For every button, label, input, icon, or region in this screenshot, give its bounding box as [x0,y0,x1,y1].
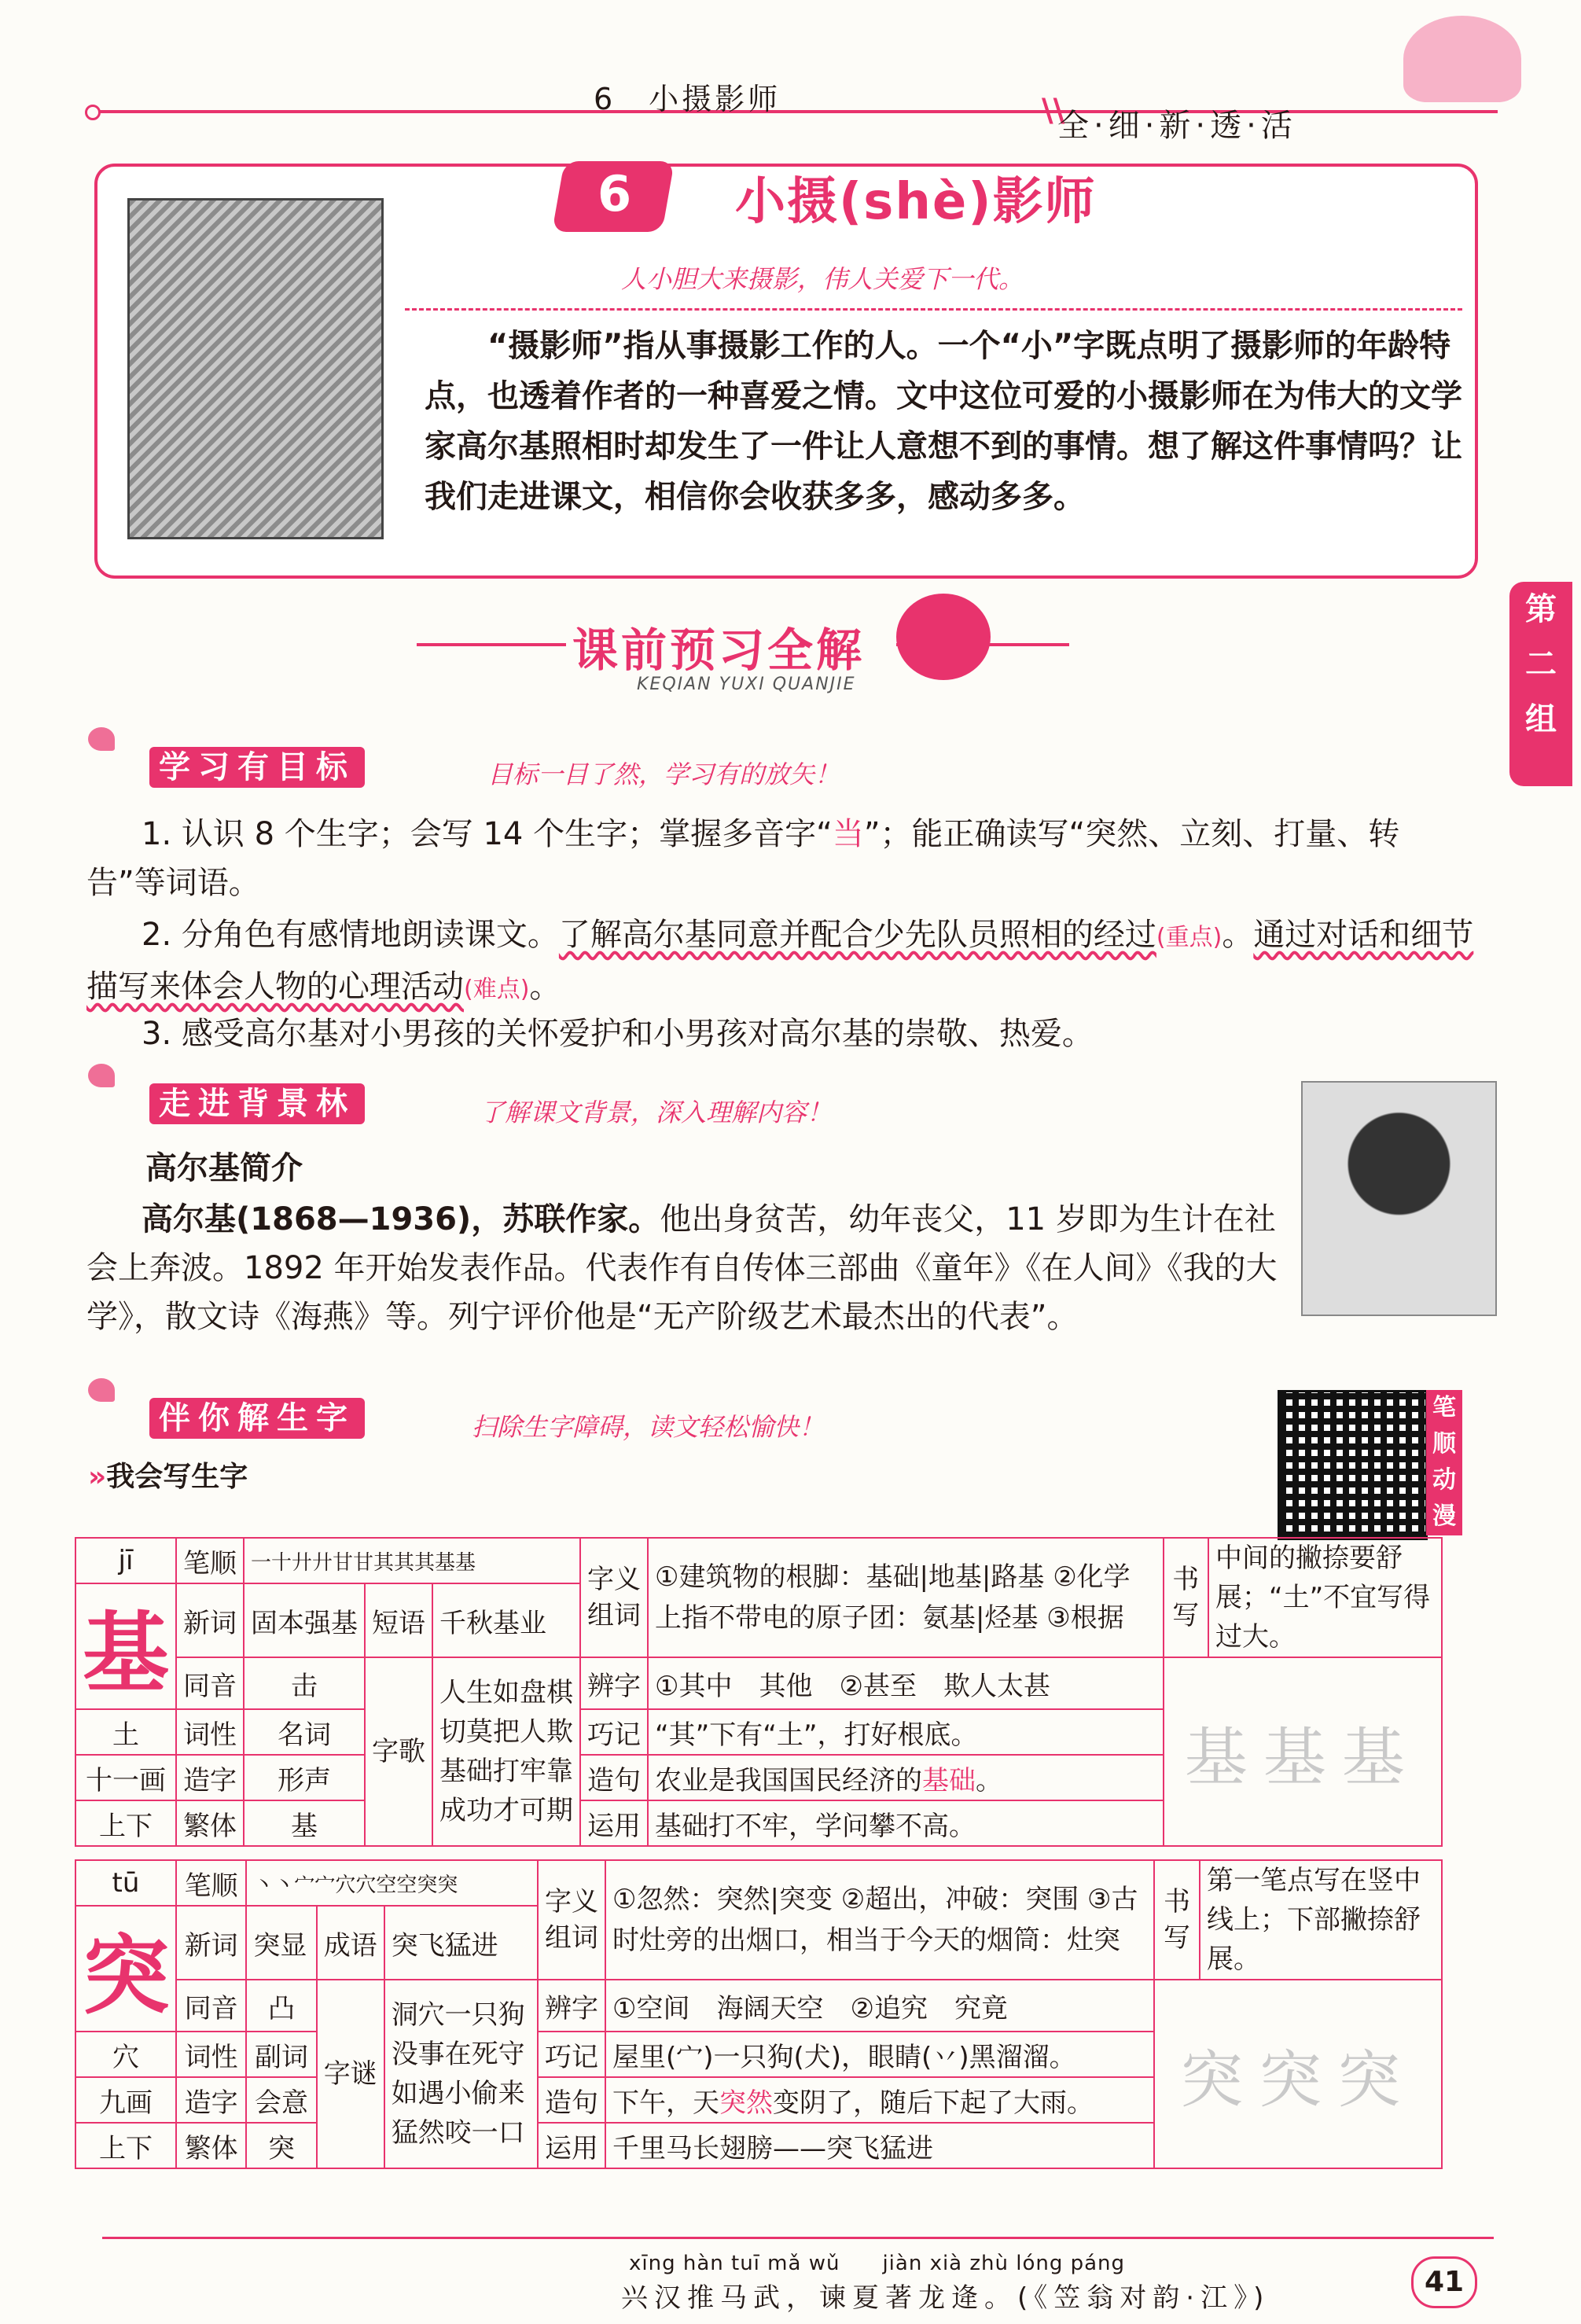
label-memory: 巧记 [538,2032,605,2077]
label-sentence: 造句 [580,1755,648,1800]
footer-rule [102,2237,1494,2239]
radical: 土 [75,1709,176,1755]
label-trad: 繁体 [176,2123,246,2168]
butterfly-icon [88,727,115,751]
qr-caption: 笔 顺 动 漫 [1426,1390,1462,1535]
new-word: 突显 [246,1906,316,1980]
label-usage: 运用 [580,1800,648,1846]
label-write: 书写 [1164,1538,1208,1657]
usage: 千里马长翅膀——突飞猛进 [605,2123,1154,2168]
lesson-tagline: 人小胆大来摄影，伟人关爱下一代。 [621,264,1024,294]
trad: 突 [246,2123,316,2168]
stroke-order: 一十廾廾甘甘其其其基基 [244,1538,580,1583]
label-memory: 巧记 [580,1709,648,1755]
radical: 穴 [75,2032,176,2077]
section-subtitle: KEQIAN YUXI QUANJIE [637,675,856,694]
meaning: ①忽然：突然|突变 ②超出，冲破：突围 ③古时灶旁的出烟口，相当于今天的烟筒：灶突 [605,1860,1154,1980]
side-tab-line2: 二 [1525,646,1557,682]
label-stroke-order: 笔顺 [176,1860,246,1906]
background-text: 高尔基(1868—1936)，苏联作家。他出身贫苦，幼年丧父，11 岁即为生计在社会上奔波。1892 年开始发表作品。代表作有自传体三部曲《童年》《在人间》《我的大学》，散文诗《海燕》等。列宁评价他是“无产阶级艺术最杰出的代表”。 [86,1201,1278,1335]
label-formation: 造字 [176,2077,246,2123]
label-distinguish: 辨字 [580,1657,648,1709]
strokes: 九画 [75,2077,176,2123]
goals-note: 目标一目了然，学习有的放矢！ [487,759,840,789]
goals-label: 学习有目标 [149,747,365,788]
hedgehog-mascot-icon [896,594,991,680]
label-usage: 运用 [538,2123,605,2168]
gorky-portrait-image [1301,1081,1497,1316]
write-chars-subheading: »我会写生字 [88,1461,248,1493]
label-song: 字谜 [317,1980,384,2168]
big-char: 突 [75,1906,176,2032]
practice-grid: 突突突 [1154,1980,1442,2168]
sentence: 农业是我国国民经济的基础。 [648,1755,1164,1800]
goal-item-2: 2. 分角色有感情地朗读课文。了解高尔基同意并配合少先队员照相的经过(重点)。通过对话和细节描写来体会人物的心理活动(难点)。 [86,917,1474,1005]
banner-line-left [417,643,566,646]
formation: 形声 [244,1755,365,1800]
illustration-image [127,198,384,539]
pos: 名词 [244,1709,365,1755]
butterfly-icon [88,1378,115,1402]
strokes: 十一画 [75,1755,176,1800]
meaning: ①建筑物的根脚：基础|地基|路基 ②化学上指不带电的原子团：氨基|烃基 ③根据 [648,1538,1164,1657]
header-slogan: 全·细·新·透·活 [1057,108,1297,144]
write-tip: 第一笔点写在竖中线上；下部撇捺舒展。 [1200,1860,1442,1980]
trad: 基 [244,1800,365,1846]
chars-note: 扫除生字障碍，读文轻松愉快！ [472,1412,825,1442]
char-table-ji [75,1537,1443,1847]
book-logo-icon [1403,16,1521,102]
char-riddle: 洞穴一只狗 没事在死守 如遇小偷来 猛然咬一口 [384,1980,538,2168]
label-new-word: 新词 [176,1583,244,1657]
usage: 基础打不牢，学问攀不高。 [648,1800,1164,1846]
footer-couplet: 兴汉推马武，谏夏著龙逄。(《笠翁对韵·江》) [621,2282,1270,2314]
label-stroke-order: 笔顺 [176,1538,244,1583]
unit-side-tab [1509,582,1572,786]
background-heading: 高尔基简介 [145,1150,303,1186]
new-word: 固本强基 [244,1583,365,1657]
label-meaning: 字义组词 [580,1538,648,1657]
side-tab-line3: 组 [1525,701,1557,737]
memory: “其”下有“土”，打好根底。 [648,1709,1164,1755]
label-new-word: 新词 [176,1906,246,1980]
intro-paragraph: “摄影师”指从事摄影工作的人。一个“小”字既点明了摄影师的年龄特点，也透着作者的一种喜爱之情。文中这位可爱的小摄影师在为伟大的文学家高尔基照相时却发生了一件让人意想不到的事情。想了解这件事情吗？让我们走进课文，相信你会收获多多，感动多多。 [425,328,1462,515]
label-pos: 词性 [176,1709,244,1755]
arrow-icon: » [88,1461,107,1493]
page-number: 41 [1411,2256,1477,2308]
char-table-tu [75,1859,1443,2169]
dashed-divider [405,308,1462,311]
header-slash-icon: \\ [1042,93,1065,129]
label-formation: 造字 [176,1755,244,1800]
side-tab-line1: 第 [1525,591,1557,627]
structure: 上下 [75,1800,176,1846]
formation: 会意 [246,2077,316,2123]
qr-code-image[interactable] [1278,1390,1428,1540]
footer-pinyin: xīng hàn tuī mǎ wǔ jiàn xià zhù lóng páng [629,2252,1126,2275]
goal-item-1: 1. 认识 8 个生字；会写 14 个生字；掌握多音字“当”；能正确读写“突然、立刻、打量、转告”等词语。 [86,816,1400,901]
label-meaning: 字义组词 [538,1860,605,1980]
header-chapter: 6 小摄影师 [594,82,781,116]
homophone: 凸 [246,1980,316,2032]
background-note: 了解课文背景，深入理解内容！ [480,1098,833,1127]
lesson-number: 6 [597,165,632,222]
label-sentence: 造句 [538,2077,605,2123]
sentence: 下午，天突然变阴了，随后下起了大雨。 [605,2077,1154,2123]
memory: 屋里(宀)一只狗(犬)，眼睛(丷)黑溜溜。 [605,2032,1154,2077]
pinyin: jī [75,1538,176,1583]
write-tip: 中间的撇捺要舒展；“土”不宜写得过大。 [1208,1538,1442,1657]
chars-label: 伴你解生字 [149,1398,365,1439]
label-homophone: 同音 [176,1657,244,1709]
distinguish: ①其中 其他 ②甚至 欺人太甚 [648,1657,1164,1709]
practice-grid: 基基基 [1164,1657,1442,1846]
label-pos: 词性 [176,2032,246,2077]
background-label: 走进背景林 [149,1083,365,1124]
idiom: 突飞猛进 [384,1906,538,1980]
big-char: 基 [75,1583,176,1709]
structure: 上下 [75,2123,176,2168]
goal-item-3: 3. 感受高尔基对小男孩的关怀爱护和小男孩对高尔基的崇敬、热爱。 [142,1016,1094,1052]
label-trad: 繁体 [176,1800,244,1846]
label-distinguish: 辨字 [538,1980,605,2032]
homophone: 击 [244,1657,365,1709]
label-idiom: 短语 [365,1583,432,1657]
char-song: 人生如盘棋 切莫把人欺 基础打牢靠 成功才可期 [432,1657,580,1846]
section-title: 课前预习全解 [572,623,866,677]
label-idiom: 成语 [317,1906,384,1980]
pos: 副词 [246,2032,316,2077]
label-write: 书写 [1154,1860,1200,1980]
idiom: 千秋基业 [432,1583,580,1657]
butterfly-icon [88,1064,115,1087]
label-song: 字歌 [365,1657,432,1846]
lesson-title: 小摄(shè)影师 [735,173,1097,231]
label-homophone: 同音 [176,1980,246,2032]
distinguish: ①空间 海阔天空 ②追究 究竟 [605,1980,1154,2032]
pinyin: tū [75,1860,176,1906]
header-dot [85,105,101,120]
stroke-order: 丶丶宀宀穴穴空空突突 [246,1860,538,1906]
